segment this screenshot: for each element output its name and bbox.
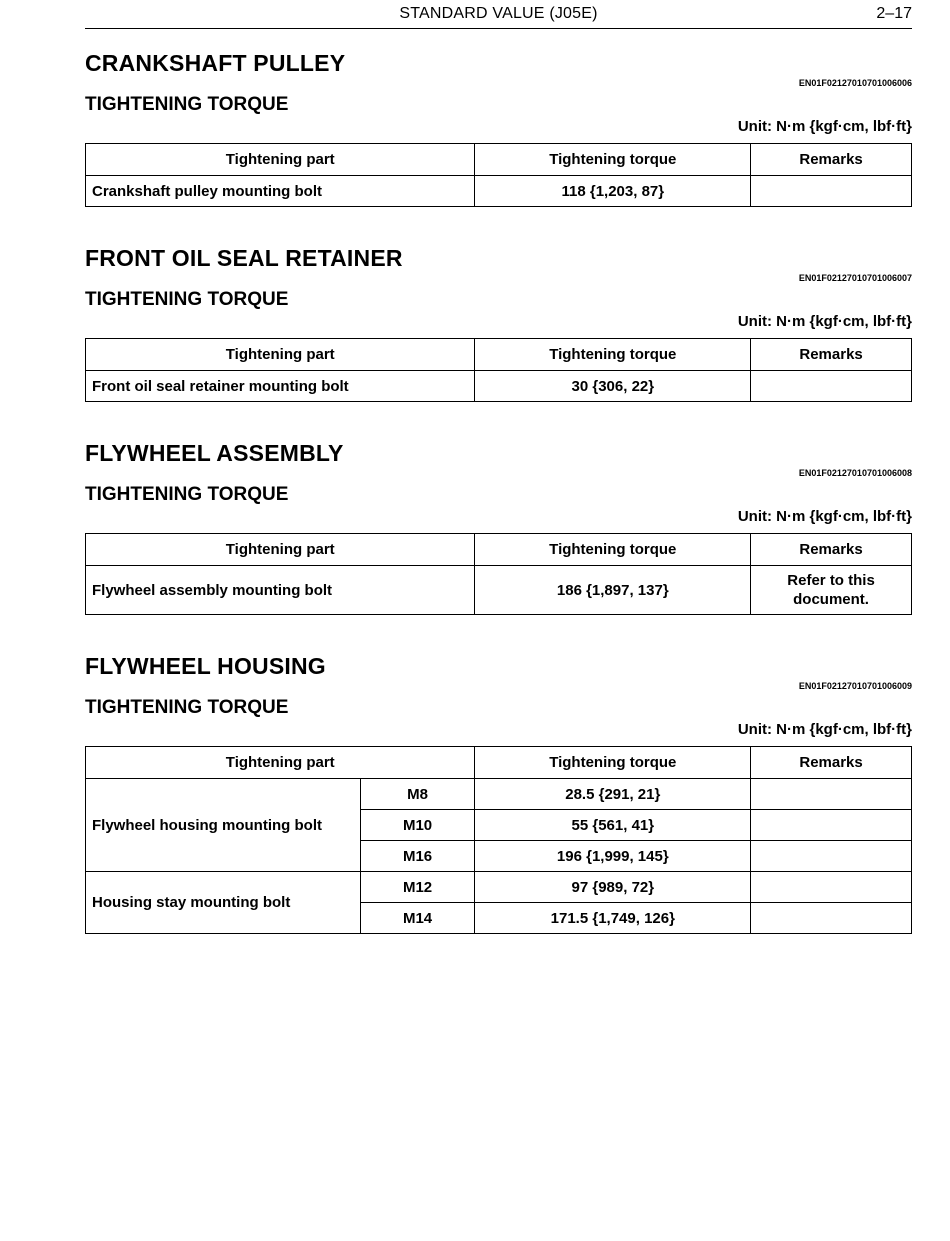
torque-table: [85, 143, 912, 207]
remarks-cell: [751, 841, 912, 872]
remarks-line: Refer to this: [787, 572, 875, 589]
section-title: FLYWHEEL ASSEMBLY: [85, 440, 344, 466]
torque-cell: 28.5 {291, 21}: [475, 779, 751, 810]
size-cell: M12: [360, 872, 475, 903]
remarks-cell: [751, 872, 912, 903]
remarks-cell: [751, 176, 912, 207]
section-title: CRANKSHAFT PULLEY: [85, 50, 346, 76]
table-row: [86, 566, 912, 615]
column-header: Tightening torque: [475, 144, 751, 176]
column-header: Remarks: [751, 144, 912, 176]
unit-label: Unit: N·m {kgf·cm, lbf·ft}: [737, 508, 912, 525]
torque-cell: 196 {1,999, 145}: [475, 841, 751, 872]
column-header: Tightening torque: [475, 747, 751, 779]
column-header: Tightening part: [86, 534, 475, 566]
part-cell: Housing stay mounting bolt: [86, 872, 361, 934]
section-subtitle: TIGHTENING TORQUE: [85, 484, 289, 505]
torque-cell: 118 {1,203, 87}: [475, 176, 751, 207]
section-code: EN01F02127010701006006: [798, 78, 912, 88]
table-row: [86, 176, 912, 207]
part-cell: Flywheel housing mounting bolt: [86, 779, 361, 872]
remarks-cell: [751, 566, 912, 615]
part-cell: Front oil seal retainer mounting bolt: [86, 371, 475, 402]
remarks-cell: [751, 371, 912, 402]
torque-cell: 30 {306, 22}: [475, 371, 751, 402]
section-subtitle: TIGHTENING TORQUE: [85, 697, 289, 718]
section-subtitle: TIGHTENING TORQUE: [85, 289, 289, 310]
column-header: Remarks: [751, 534, 912, 566]
table-header-row: [86, 534, 912, 566]
section-code: EN01F02127010701006008: [798, 468, 912, 478]
section-title: FRONT OIL SEAL RETAINER: [85, 245, 403, 271]
size-cell: M16: [360, 841, 475, 872]
remarks-cell: [751, 810, 912, 841]
column-header: Tightening torque: [475, 534, 751, 566]
size-cell: M10: [360, 810, 475, 841]
table-row: [86, 872, 912, 903]
column-header: Remarks: [751, 747, 912, 779]
page-header: [85, 0, 912, 29]
torque-cell: 171.5 {1,749, 126}: [475, 903, 751, 934]
unit-label: Unit: N·m {kgf·cm, lbf·ft}: [737, 118, 912, 135]
torque-cell: 97 {989, 72}: [475, 872, 751, 903]
column-header: Tightening part: [86, 144, 475, 176]
section-code: EN01F02127010701006007: [798, 273, 912, 283]
torque-table: [85, 338, 912, 402]
column-header: Tightening part: [86, 339, 475, 371]
section-subtitle: TIGHTENING TORQUE: [85, 94, 289, 115]
table-row: [86, 779, 912, 810]
table-header-row: [86, 339, 912, 371]
torque-cell: 55 {561, 41}: [475, 810, 751, 841]
unit-label: Unit: N·m {kgf·cm, lbf·ft}: [737, 721, 912, 738]
remarks-line: document.: [793, 591, 869, 608]
size-cell: M8: [360, 779, 475, 810]
column-header: Tightening part: [86, 747, 475, 779]
size-cell: M14: [360, 903, 475, 934]
torque-table: [85, 533, 912, 615]
column-header: Tightening torque: [475, 339, 751, 371]
table-row: [86, 371, 912, 402]
page-number: 2–17: [876, 5, 912, 22]
torque-table: [85, 746, 912, 934]
remarks-cell: [751, 779, 912, 810]
section-title: FLYWHEEL HOUSING: [85, 653, 326, 679]
unit-label: Unit: N·m {kgf·cm, lbf·ft}: [737, 313, 912, 330]
header-title: STANDARD VALUE (J05E): [399, 5, 598, 22]
part-cell: Flywheel assembly mounting bolt: [86, 566, 475, 615]
torque-cell: 186 {1,897, 137}: [475, 566, 751, 615]
section-code: EN01F02127010701006009: [798, 681, 912, 691]
column-header: Remarks: [751, 339, 912, 371]
remarks-cell: [751, 903, 912, 934]
part-cell: Crankshaft pulley mounting bolt: [86, 176, 475, 207]
table-header-row: [86, 144, 912, 176]
table-header-row: [86, 747, 912, 779]
